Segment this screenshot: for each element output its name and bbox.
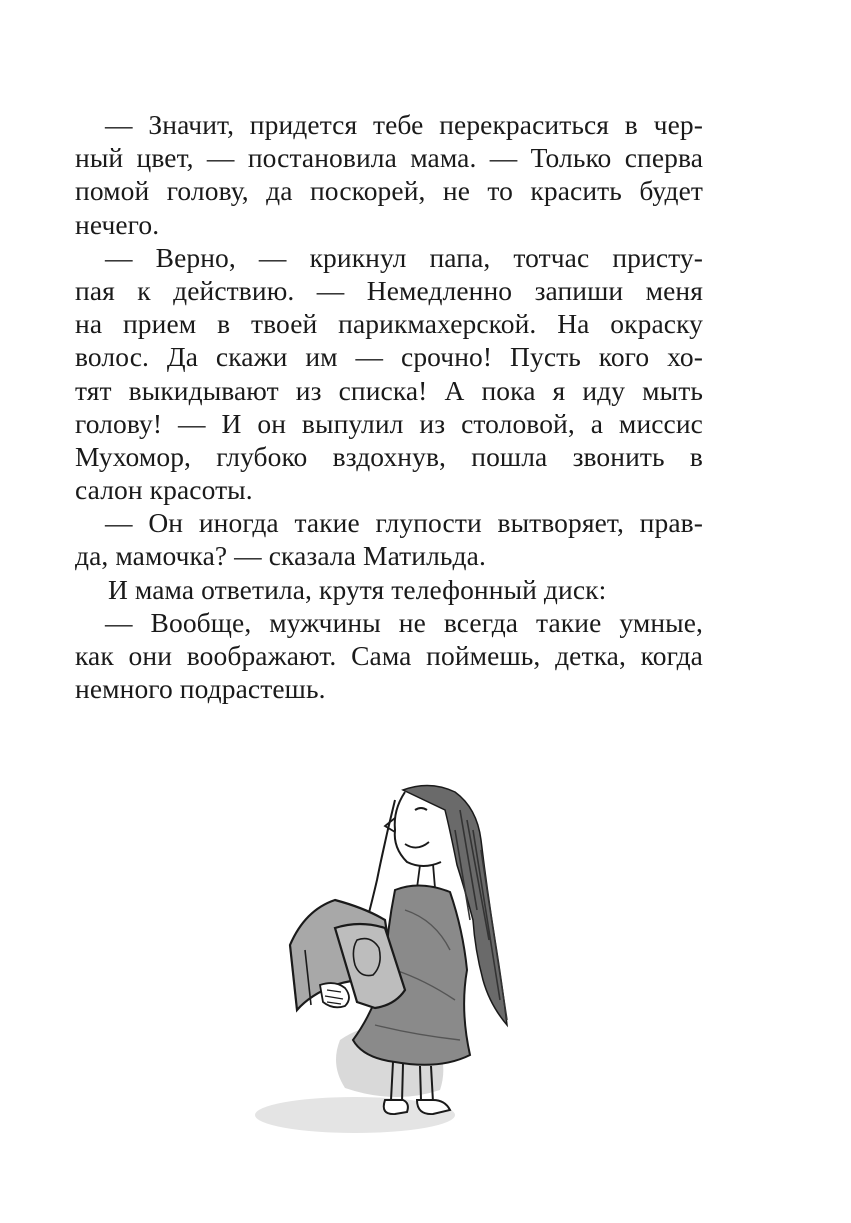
text-line: — Вообще, мужчины не всегда такие умные, bbox=[105, 606, 703, 638]
text-line: помой голову, да поскорей, не то красить будет bbox=[75, 175, 703, 207]
neck bbox=[417, 864, 435, 888]
eye bbox=[415, 808, 427, 810]
text-line: волос. Да скажи им — срочно! Пусть кого хо- bbox=[75, 341, 703, 373]
text-line: тят выкидывают из списка! А пока я иду мыть bbox=[75, 374, 703, 406]
text-line: — Верно, — крикнул папа, тотчас присту- bbox=[105, 241, 703, 273]
text-line: Мухомор, глубоко вздохнув, пошла звонить в bbox=[75, 440, 703, 472]
text-line: как они воображают. Сама поймешь, детка, когда bbox=[75, 640, 703, 671]
text-line: пая к действию. — Немедленно запиши меня bbox=[75, 274, 703, 306]
text-line: — Он иногда такие глупости вытворяет, прав- bbox=[105, 507, 703, 539]
body-text bbox=[75, 108, 703, 705]
text-line: — Значит, придется тебе перекраситься в чер- bbox=[105, 109, 703, 140]
text-line: нечего. bbox=[75, 208, 160, 240]
girl-with-books-illustration bbox=[245, 770, 535, 1145]
text-line: салон красоты. bbox=[75, 474, 253, 506]
text-line: на прием в твоей парикмахерской. На окраску bbox=[75, 308, 703, 340]
text-line: да, мамочка? — сказала Матильда. bbox=[75, 540, 486, 572]
text-line: ный цвет, — постановила мама. — Только сперва bbox=[75, 142, 703, 174]
text-line: голову! — И он выпулил из столовой, а миссис bbox=[75, 407, 703, 439]
text-line: немного подрастешь. bbox=[75, 673, 326, 705]
text-line: И мама ответила, крутя телефонный диск: bbox=[108, 573, 607, 605]
